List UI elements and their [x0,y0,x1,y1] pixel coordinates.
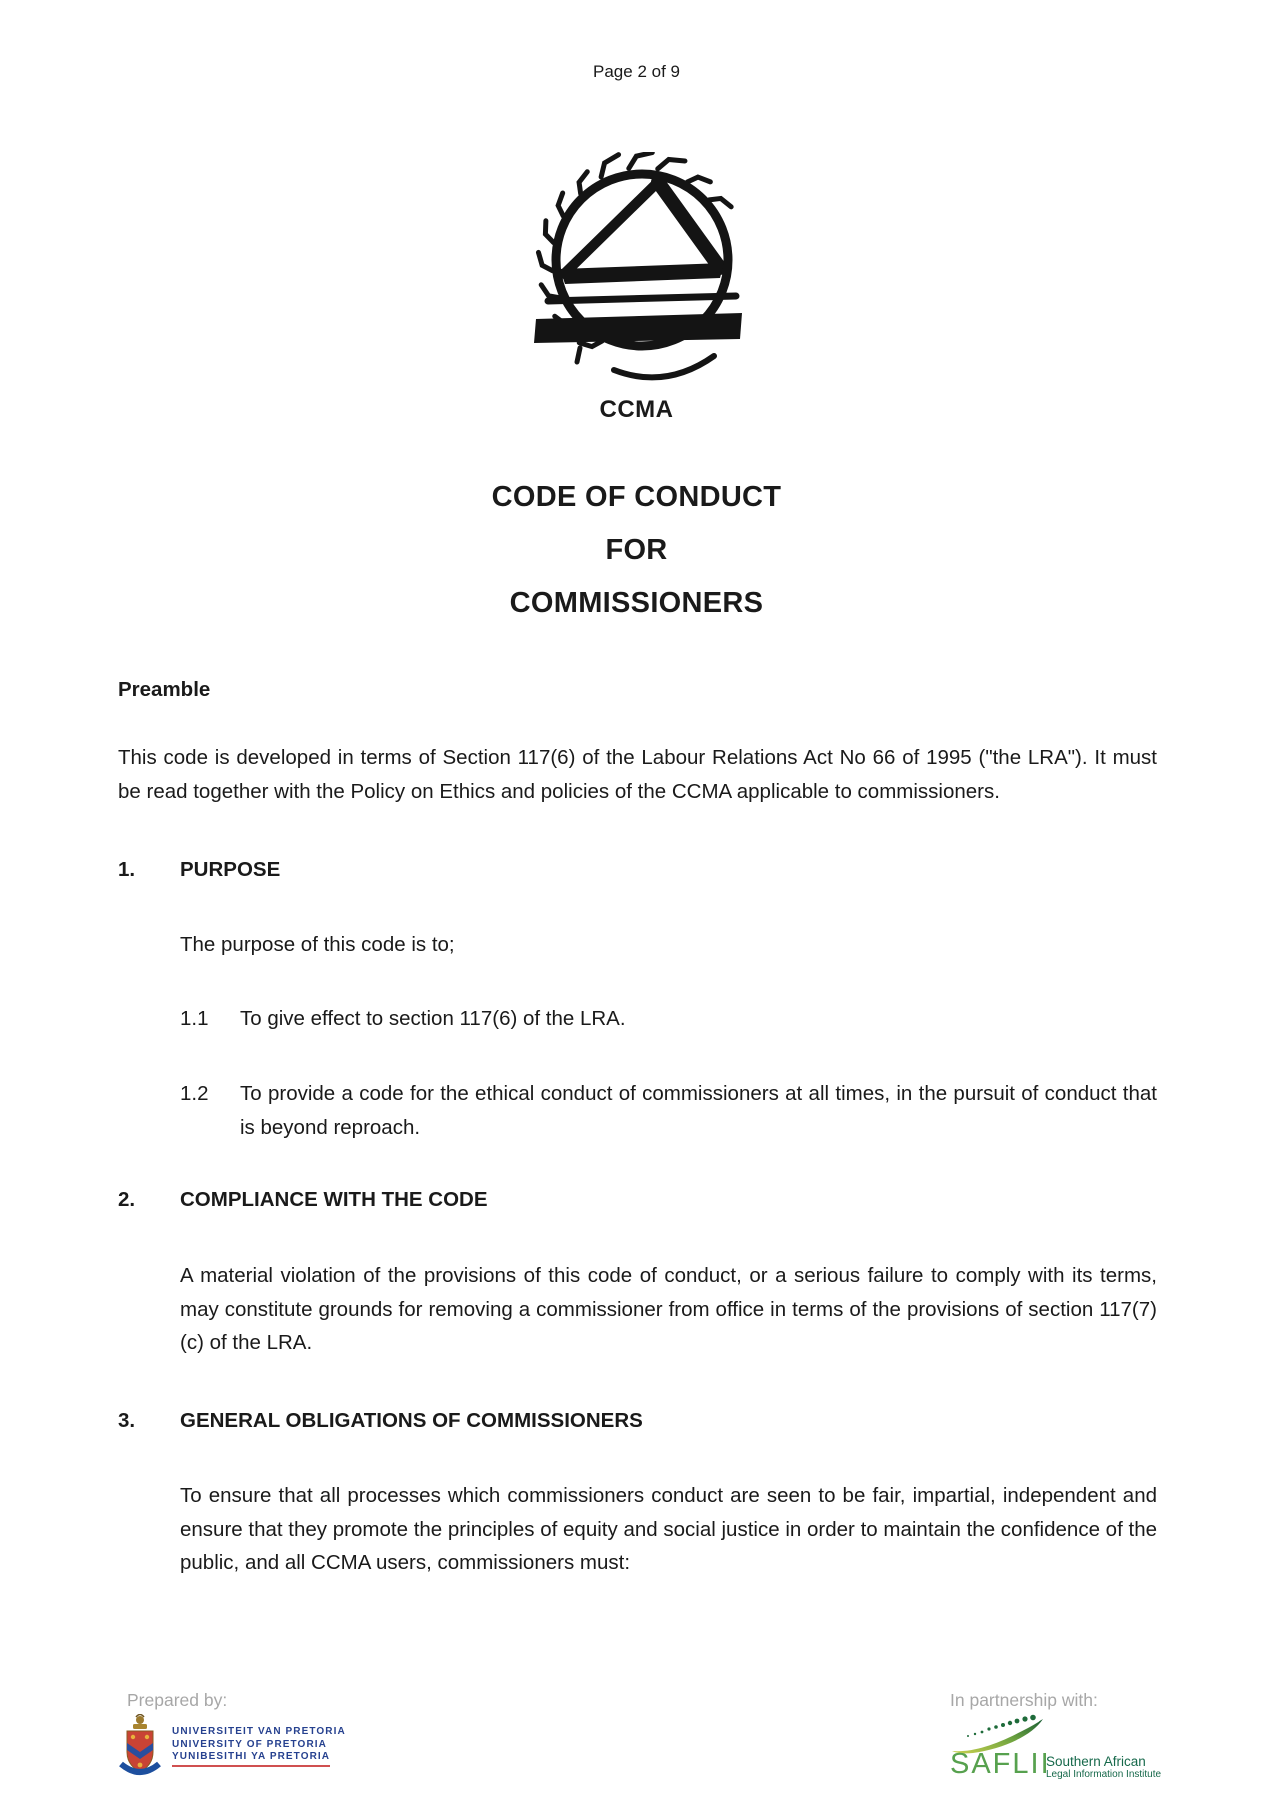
saflii-logo [948,1710,1188,1790]
clause-1-1-text: To give effect to section 117(6) of the LRA. [240,1007,626,1030]
saflii-tagline [1046,1754,1161,1781]
preamble-heading: Preamble [118,678,211,701]
saflii-wordmark: SAFLII [950,1748,1051,1780]
university-of-pretoria-logo [118,1714,346,1778]
saflii-tagline-line2: Legal Information Institute [1046,1769,1162,1780]
saflii-tagline-line1: Southern African [1046,1754,1146,1769]
up-wordmark-line3: YUNIBESITHI YA PRETORIA [172,1751,346,1767]
section-3-number: 3. [118,1409,136,1432]
preamble-paragraph: This code is developed in terms of Section 117(6) of the Labour Relations Act No 66 of 1995 ("the LRA"). It must be read together with the Policy on Ethics and policies of the CCMA applicable to commissioners. [118,746,1157,803]
section-1-intro: The purpose of this code is to; [180,933,455,956]
up-wordmark [172,1714,346,1767]
up-wordmark-line1: UNIVERSITEIT VAN PRETORIA [172,1726,346,1737]
doc-title-line2: FOR [605,534,668,566]
ccma-emblem-icon [518,152,762,392]
up-wordmark-line2: UNIVERSITY OF PRETORIA [172,1738,327,1750]
section-1-number: 1. [118,858,136,881]
doc-title-line1: CODE OF CONDUCT [491,481,782,513]
in-partnership-label: In partnership with: [950,1690,1098,1710]
section-2-heading [118,1183,1157,1217]
clause-1-2-number: 1.2 [180,1082,209,1105]
page-number: Page 2 of 9 [593,62,680,81]
section-1-heading [118,853,1157,887]
emblem-caption: CCMA [599,396,674,423]
clause-1-1 [180,1002,1157,1036]
section-3-title: GENERAL OBLIGATIONS OF COMMISSIONERS [180,1409,643,1432]
prepared-by-label: Prepared by: [127,1690,228,1710]
up-crest-icon [118,1714,162,1778]
doc-title-line3: COMMISSIONERS [509,587,764,619]
section-3-paragraph: To ensure that all processes which commissioners conduct are seen to be fair, impartial, independent and ensure that they promote the principles of equity and social justice in order to maintain the confidence of the public, and all CCMA users, commissioners must: [180,1484,1157,1574]
clause-1-2-text: To provide a code for the ethical conduct of commissioners at all times, in the pursuit of conduct that is beyond reproach. [240,1082,1157,1139]
section-2-paragraph: A material violation of the provisions of this code of conduct, or a serious failure to comply with its terms, may constitute grounds for removing a commissioner from office in terms of the provisions of section 117(7)(c) of the LRA. [180,1264,1157,1354]
clause-1-1-number: 1.1 [180,1007,209,1030]
section-2-title: COMPLIANCE WITH THE CODE [180,1188,488,1211]
section-1-title: PURPOSE [180,858,281,881]
clause-1-2 [180,1077,1157,1144]
section-2-number: 2. [118,1188,136,1211]
section-3-heading [118,1404,1157,1438]
